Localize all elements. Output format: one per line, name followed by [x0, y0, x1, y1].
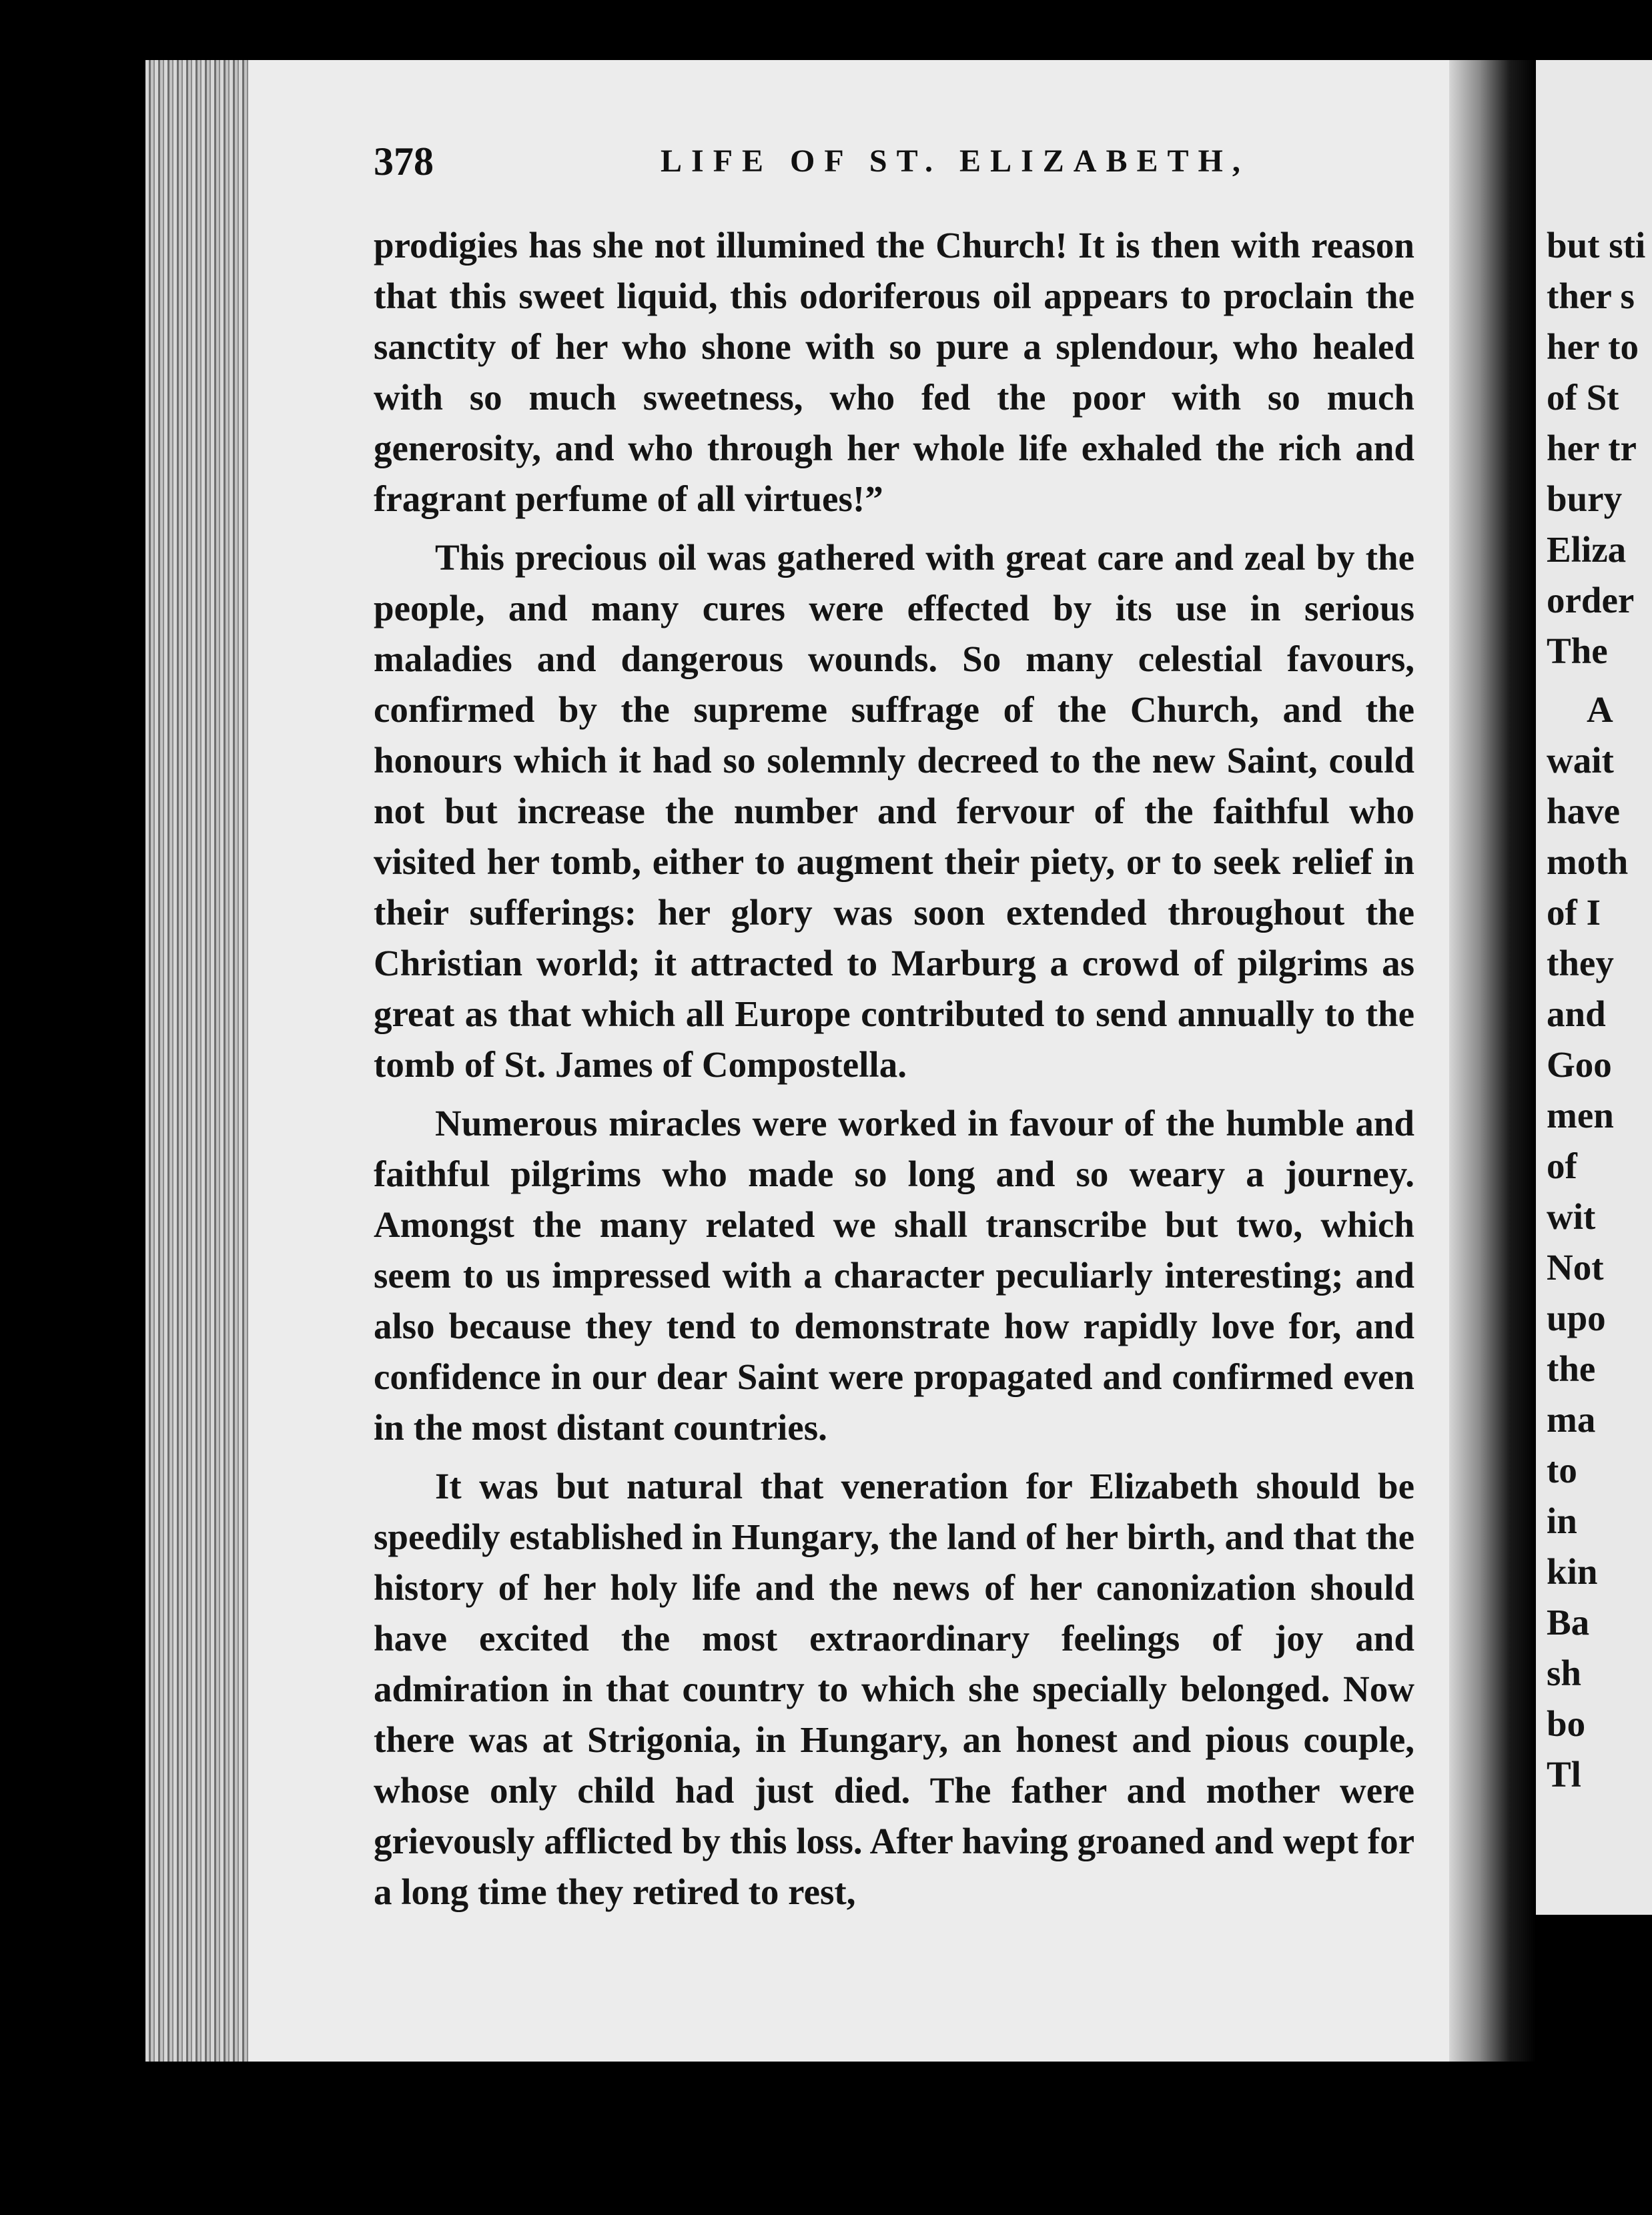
- facing-page-line: bo: [1547, 1703, 1586, 1744]
- facing-page-line: Ba: [1547, 1602, 1590, 1643]
- facing-page-line: upo: [1547, 1298, 1606, 1338]
- facing-page-line: sh: [1547, 1653, 1581, 1693]
- facing-page-line: and: [1547, 993, 1606, 1034]
- paragraph: Numerous miracles were worked in favour of the humble and faithful pilgrims who made so long and so weary a journey. Amongst the many related we shall transcribe but two, which seem to us impressed with a character peculiarly interesting; and also because they tend to demonstrate how rapidly love for, and confidence in our dear Saint were propagated and confirmed even in the most distant countries.: [374, 1103, 1414, 1448]
- book-gutter: [1449, 60, 1536, 2062]
- facing-page-line: kin: [1547, 1551, 1598, 1592]
- paragraph: This precious oil was gathered with great care and zeal by the people, and many cures were effected by its use in serious maladies and dangerous wounds. So many celestial favours, confirmed by the supreme suffrage of the Church, and the honours which it had so solemnly decreed to the new Saint, could not but increase the number and fervour of the faithful who visited her tomb, either to augment their piety, or to seek relief in their sufferings: her glory was soon extended throughout the Christian world; it attracted to Marburg a crowd of pilgrims as great as that which all Europe contributed to send annually to the tomb of St. James of Compostella.: [374, 537, 1414, 1085]
- paragraph: It was but natural that veneration for Elizabeth should be speedily established in Hungary, the land of her birth, and that the history of her holy life and the news of her canonization should have excited the most extraordinary feelings of joy and admiration in that country to which she specially belonged. Now there was at Strigonia, in Hungary, an honest and pious couple, whose only child had just died. The father and mother were grievously afflicted by this loss. After having groaned and wept for a long time they retired to rest,: [374, 1466, 1414, 1912]
- facing-page-line: they: [1547, 943, 1614, 983]
- facing-page-line: in: [1547, 1500, 1577, 1541]
- paragraph: prodigies has she not illumined the Church! It is then with reason that this sweet liquid, this odoriferous oil appears to proclain the sanctity of her who shone with so pure a splendour, who healed with so much sweetness, who fed the poor with so much generosity, and who through her whole life exhaled the rich and fragrant perfume of all virtues!”: [374, 225, 1414, 519]
- facing-page-line: The: [1547, 630, 1608, 671]
- facing-page-line: of St: [1547, 377, 1619, 418]
- facing-page-line: have: [1547, 791, 1620, 831]
- page-number: 378: [374, 139, 434, 183]
- facing-page-line: order: [1547, 580, 1635, 620]
- line-gap: [1547, 677, 1652, 685]
- facing-page-text: [1547, 220, 1652, 1800]
- page-edges: [145, 60, 251, 2062]
- facing-page-line: moth: [1547, 841, 1629, 882]
- facing-page-line: the: [1547, 1348, 1596, 1389]
- running-head: LIFE OF ST. ELIZABETH,: [661, 143, 1250, 179]
- facing-page-line: to: [1547, 1450, 1577, 1490]
- facing-page-line: her to: [1547, 326, 1639, 367]
- facing-page-line: Eliza: [1547, 529, 1627, 570]
- facing-page-line: of I: [1547, 892, 1601, 933]
- facing-page-line: A: [1587, 689, 1613, 730]
- facing-page-line: her tr: [1547, 428, 1637, 468]
- facing-page-line: Tl: [1547, 1754, 1581, 1795]
- facing-page-line: Not: [1547, 1247, 1604, 1288]
- facing-page-line: but sti: [1547, 225, 1646, 266]
- facing-page-line: wit: [1547, 1196, 1596, 1237]
- facing-page-line: Goo: [1547, 1044, 1612, 1085]
- facing-page-line: wait: [1547, 740, 1614, 781]
- facing-page-line: men: [1547, 1095, 1614, 1136]
- facing-page-line: ma: [1547, 1399, 1596, 1440]
- facing-page-line: of: [1547, 1146, 1577, 1186]
- page-header: [374, 139, 1441, 199]
- facing-page-line: ther s: [1547, 276, 1635, 316]
- facing-page-line: bury: [1547, 478, 1623, 519]
- page-body: [374, 220, 1414, 1925]
